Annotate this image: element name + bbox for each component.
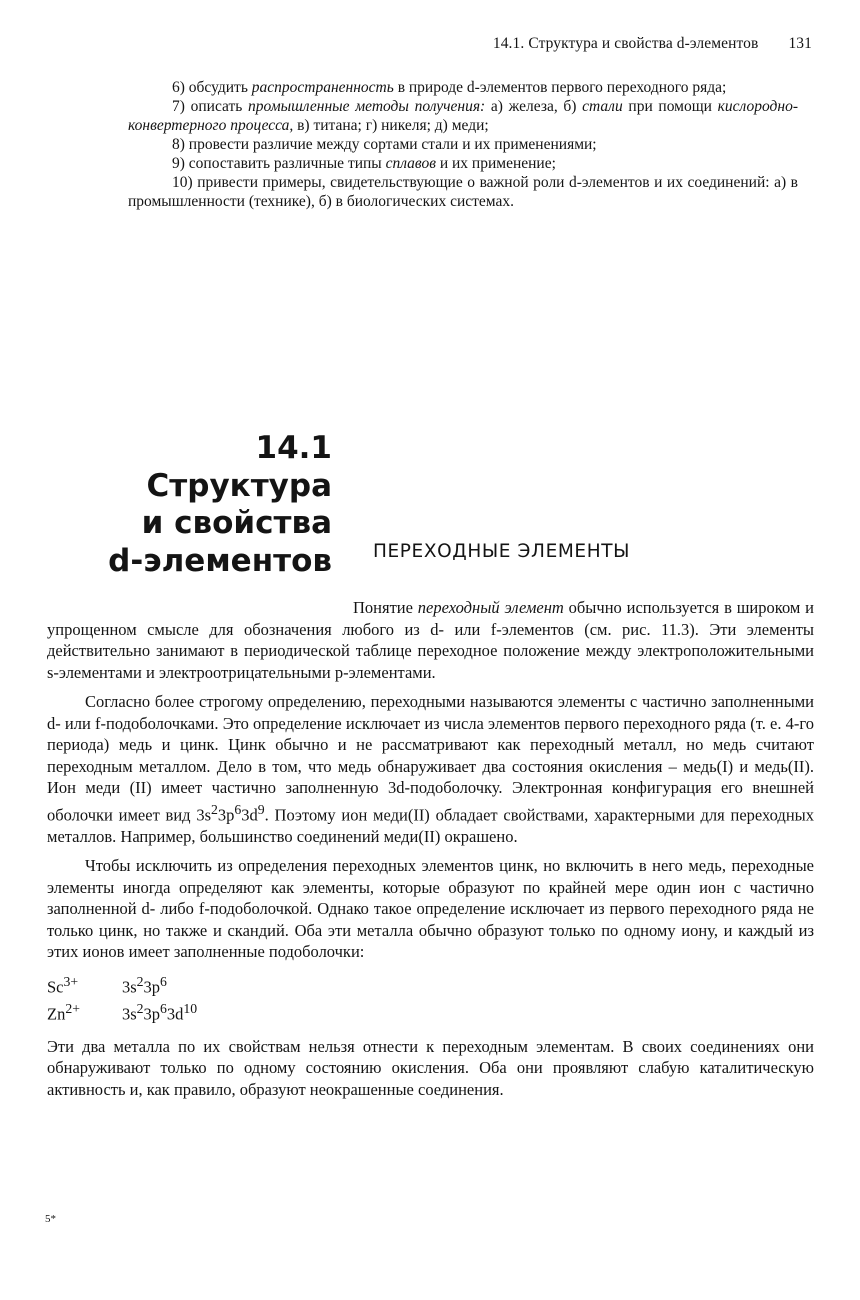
paragraph: Эти два металла по их свойствам нельзя отнести к переходным элементам. В своих соединениях они обнаруживают только по одному состоянию окисления. Оба они проявляют слабую каталитическую активность и, как правило, образуют неокрашенные соединения.	[47, 1036, 814, 1099]
section-title-line: Структура	[146, 467, 332, 504]
objective-item: 10) привести примеры, свидетельствующие о важной роли d-элементов и их соединений: а) в промышленности (технике), б) в биологических системах.	[128, 174, 798, 210]
paragraph: Согласно более строгому определению, переходными называются элементы с частично заполненными d- или f-подоболочками. Это определение исключает из числа элементов первого переходного ряда (т. е. 4-го периода) медь и цинк. Цинк обычно и не рассматривают как переходный металл, но медь считают переходным металлом. Дело в том, что медь обнаруживает два состояния окисления – медь(I) и медь(II). Ион меди (II) имеет частично заполненную 3d-подоболочку. Электронная конфигурация его внешней оболочки имеет вид $3s^23p^63d^9$. Поэтому ион меди(II) обладает свойствами, характерными для переходных металлов. Например, большинство соединений меди(II) окрашено.	[47, 692, 814, 846]
objective-item: 6) обсудить распространенность в природе d-элементов первого переходного ряда;	[172, 79, 727, 96]
formula-row	[47, 998, 814, 1026]
body-text	[47, 597, 814, 1108]
section-title-line: и свойства	[141, 505, 332, 541]
section-number: 14.1	[255, 430, 332, 466]
ion-symbol: $Zn^{2+}$	[47, 1001, 80, 1024]
objective-item: 7) описать промышленные методы получения: а) железа, б) стали при помощи кислородно-конвертерного процесса, в) титана; г) никеля; д) меди;	[128, 98, 798, 134]
formula-row	[47, 971, 814, 999]
configuration: $3s^23p^6$	[122, 973, 167, 996]
running-title: 14.1. Структура и свойства d-элементов	[492, 35, 759, 52]
running-header	[493, 35, 812, 53]
section-title-line: d-элементов	[108, 542, 332, 579]
page-number: 131	[788, 35, 812, 52]
signature-mark: 5*	[45, 1213, 56, 1225]
subsection-heading: ПЕРЕХОДНЫЕ ЭЛЕМЕНТЫ	[373, 541, 631, 562]
section-title	[60, 430, 332, 580]
electron-configurations	[47, 971, 814, 1026]
objective-item: 9) сопоставить различные типы сплавов и их применение;	[172, 155, 556, 172]
objective-item: 8) провести различие между сортами стали и их применениями;	[172, 136, 597, 153]
paragraph: Понятие переходный элемент обычно используется в широком и упрощенном смысле для обозначения любого из d- или f-элементов (см. рис. 11.3). Эти элементы действительно занимают в периодической таблице переходное положение между электроположительными s-элементами и электроотрицательными p-элементами.	[47, 598, 814, 682]
paragraph: Чтобы исключить из определения переходных элементов цинк, но включить в него медь, переходные элементы иногда определяют как элементы, которые образуют по крайней мере один ион с частично заполненной d- либо f-подоболочкой. Однако такое определение исключает из первого переходного ряда не только цинк, но также и скандий. Оба эти металла обычно образуют только по одному иону, и каждый из этих ионов имеет заполненные подоболочки:	[47, 856, 814, 961]
objectives-list	[128, 78, 798, 211]
configuration: $3s^23p^63d^{10}$	[122, 1001, 198, 1024]
ion-symbol: $Sc^{3+}$	[47, 973, 79, 996]
